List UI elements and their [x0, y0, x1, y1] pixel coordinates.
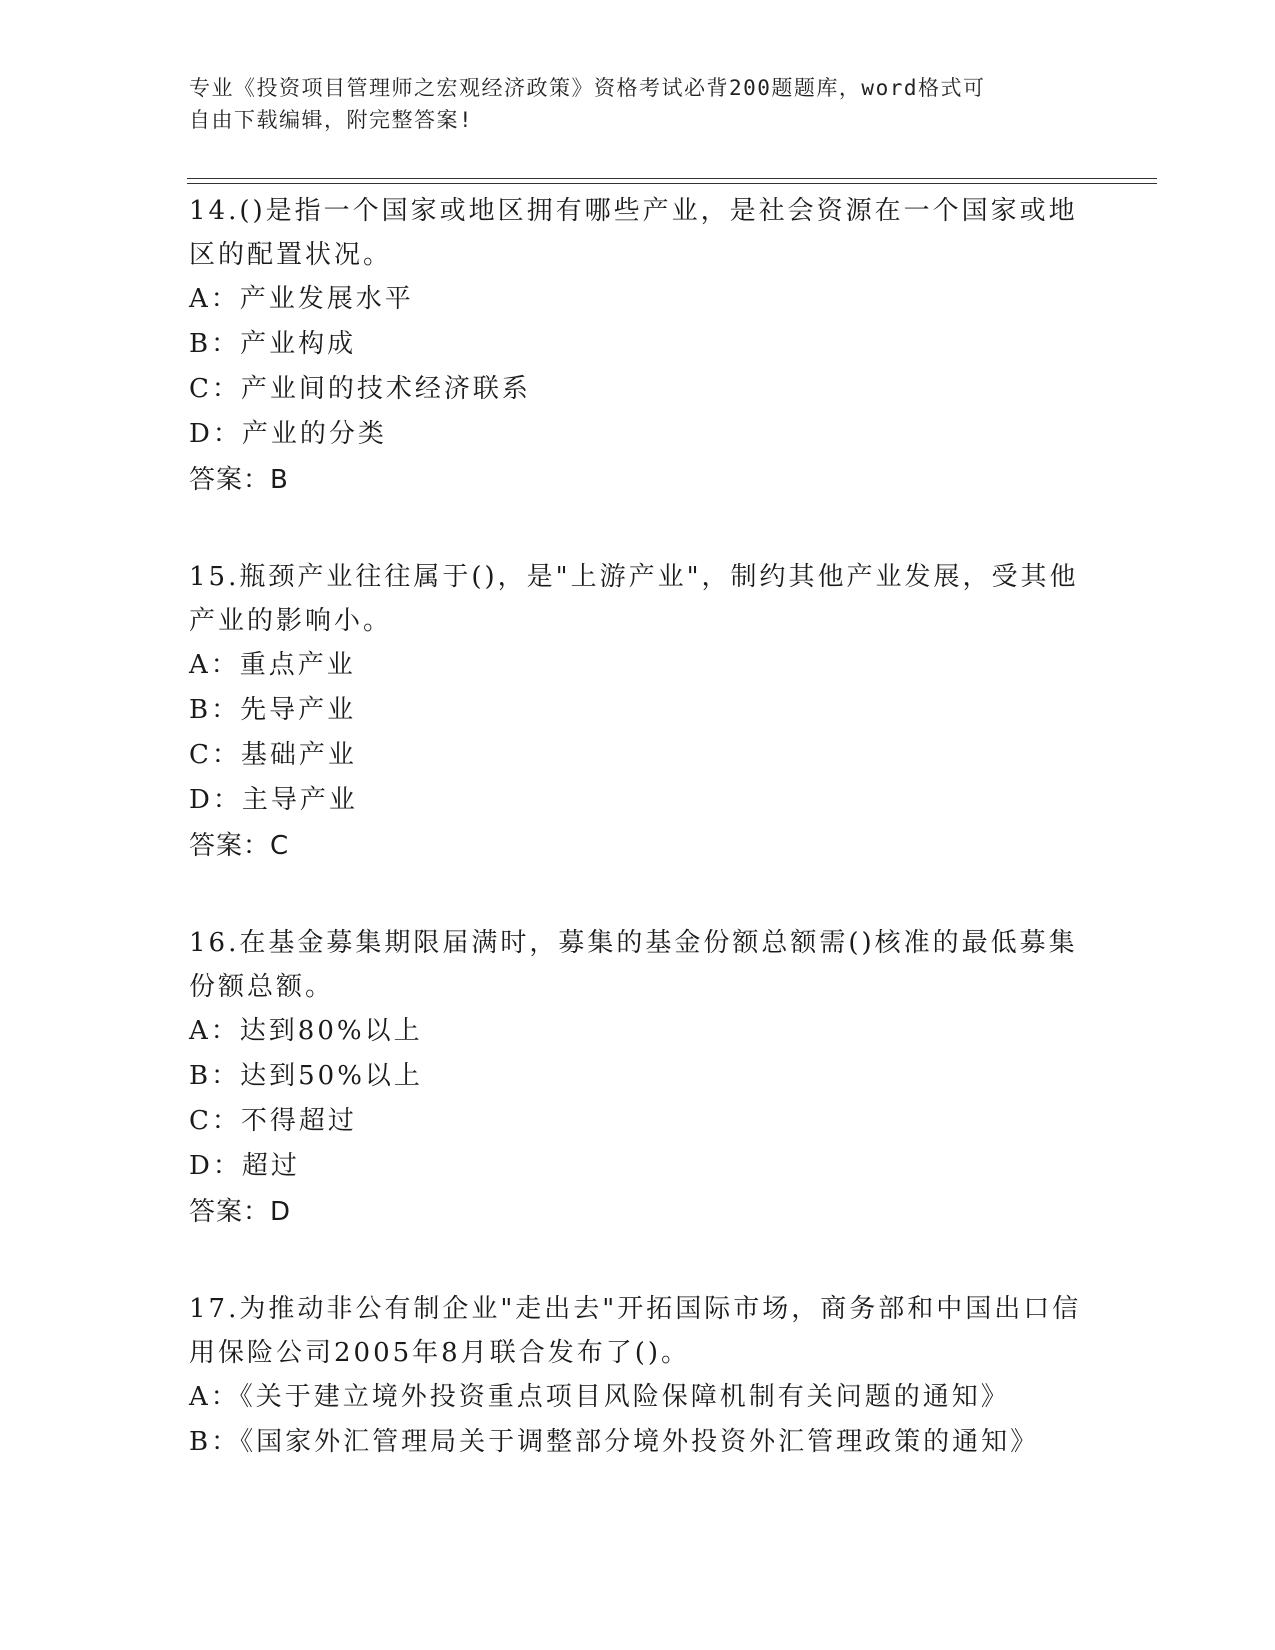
- option-a: A：《关于建立境外投资重点项目风险保障机制有关问题的通知》: [189, 1382, 1010, 1412]
- option-b: B：产业构成: [189, 329, 357, 359]
- option-d: D：超过: [189, 1151, 300, 1181]
- option-a: A：达到80%以上: [189, 1016, 423, 1046]
- header-line-2: 自由下载编辑，附完整答案!: [189, 108, 474, 132]
- option-d: D：主导产业: [189, 785, 358, 815]
- document-header: [189, 72, 1069, 136]
- option-b: B：先导产业: [189, 695, 357, 725]
- question-16: [189, 921, 1089, 1235]
- header-divider-bottom: [187, 183, 1157, 184]
- option-c: C：不得超过: [189, 1106, 357, 1136]
- question-stem: 15.瓶颈产业往往属于()，是"上游产业"，制约其他产业发展，受其他产业的影响小。: [189, 562, 1079, 636]
- answer: 答案：C: [189, 831, 290, 861]
- answer: 答案：D: [189, 1197, 292, 1227]
- question-stem: 16.在基金募集期限届满时，募集的基金份额总额需()核准的最低募集份额总额。: [189, 928, 1078, 1002]
- answer: 答案：B: [189, 465, 289, 495]
- option-b: B：达到50%以上: [189, 1061, 423, 1091]
- option-a: A：产业发展水平: [189, 284, 414, 314]
- question-stem: 14.()是指一个国家或地区拥有哪些产业，是社会资源在一个国家或地区的配置状况。: [189, 196, 1078, 270]
- header-divider-top: [187, 178, 1157, 179]
- option-b: B：《国家外汇管理局关于调整部分境外投资外汇管理政策的通知》: [189, 1427, 1040, 1457]
- option-a: A：重点产业: [189, 650, 356, 680]
- header-line-1: 专业《投资项目管理师之宏观经济政策》资格考试必背200题题库，word格式可: [189, 76, 986, 100]
- option-d: D：产业的分类: [189, 419, 387, 449]
- question-stem: 17.为推动非公有制企业"走出去"开拓国际市场，商务部和中国出口信用保险公司2005年8月联合发布了()。: [189, 1294, 1082, 1368]
- option-c: C：基础产业: [189, 740, 357, 770]
- option-c: C：产业间的技术经济联系: [189, 374, 531, 404]
- question-15: [189, 555, 1089, 869]
- question-17: [189, 1287, 1089, 1465]
- question-14: [189, 189, 1089, 503]
